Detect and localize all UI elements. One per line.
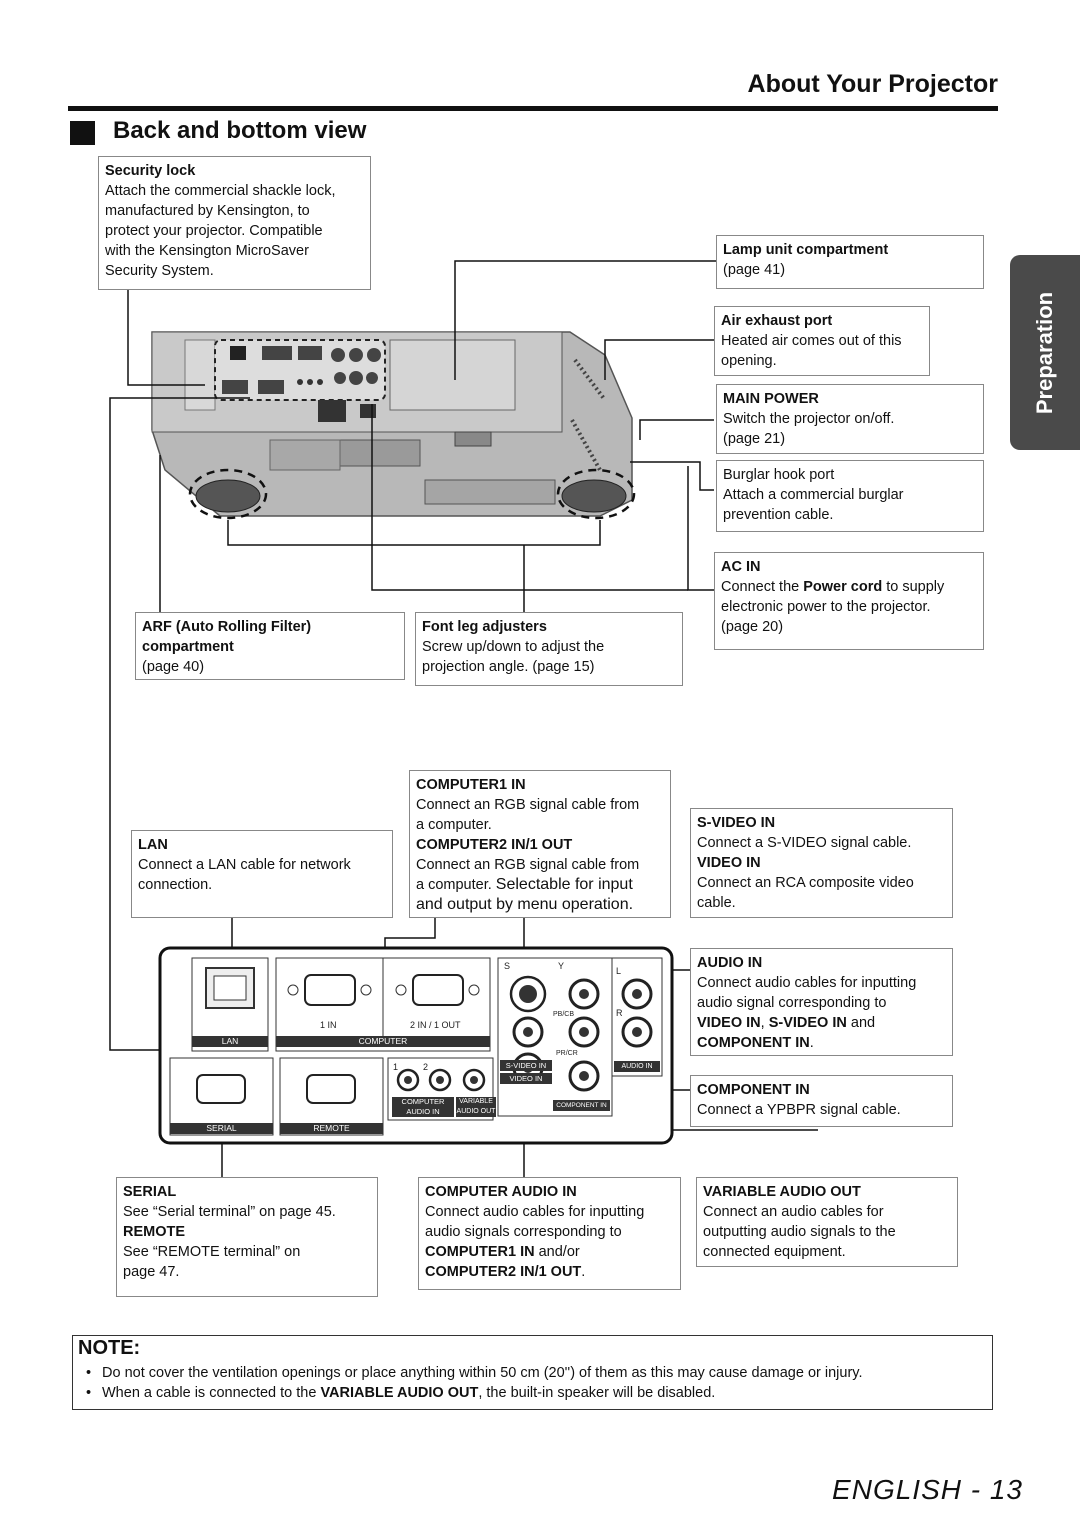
callout-font-leg: Font leg adjusters Screw up/down to adjust the projection angle. (page 15) xyxy=(415,612,683,686)
callout-component-in: COMPONENT IN Connect a YPBPR signal cable. xyxy=(690,1075,953,1127)
panel-bar-video: VIDEO IN xyxy=(500,1073,552,1084)
callout-burglar-hook: Burglar hook port Attach a commercial burglar prevention cable. xyxy=(716,460,984,532)
callout-lan: LAN Connect a LAN cable for network connection. xyxy=(131,830,393,918)
callout-main-power: MAIN POWER Switch the projector on/off. (page 21) xyxy=(716,384,984,454)
callout-ac-in: AC IN Connect the Power cord to supply electronic power to the projector. (page 20) xyxy=(714,552,984,650)
panel-bar-variable: VARIABLE AUDIO OUT xyxy=(456,1098,496,1115)
callout-audio-in: AUDIO IN Connect audio cables for inputting audio signal corresponding to VIDEO IN, S-VIDEO IN and COMPONENT IN. xyxy=(690,948,953,1056)
callout-computer-audio: COMPUTER AUDIO IN Connect audio cables for inputting audio signals corresponding to COMPUTER1 IN and/or COMPUTER2 IN/1 OUT. xyxy=(418,1177,681,1290)
note-title: NOTE: xyxy=(78,1337,141,1359)
panel-bar-computer: COMPUTER xyxy=(276,1036,490,1047)
panel-bar-serial: SERIAL xyxy=(170,1123,273,1134)
note-item: • Do not cover the ventilation openings or place anything within 50 cm (20'') of them as this may cause damage or injury. xyxy=(102,1365,862,1381)
callout-serial-remote: SERIAL See “Serial terminal” on page 45. REMOTE See “REMOTE terminal” on page 47. xyxy=(116,1177,378,1297)
panel-label-1: 1 xyxy=(393,1062,399,1072)
section-title: Back and bottom view xyxy=(113,117,367,144)
panel-label-y: Y xyxy=(558,961,565,971)
callout-lamp-unit: Lamp unit compartment (page 41) xyxy=(716,235,984,289)
panel-label-2in: 2 IN / 1 OUT xyxy=(410,1020,461,1030)
callout-variable-audio: VARIABLE AUDIO OUT Connect an audio cables for outputting audio signals to the connected equipment. xyxy=(696,1177,958,1267)
panel-bar-lan: LAN xyxy=(192,1036,268,1047)
projector-body xyxy=(152,332,634,518)
preparation-tab-label: Preparation xyxy=(1032,291,1057,414)
panel-bar-svideo: S-VIDEO IN xyxy=(500,1060,552,1071)
panel-bar-component: COMPONENT IN xyxy=(553,1100,610,1111)
page-header-title: About Your Projector xyxy=(747,70,998,98)
callout-computer: COMPUTER1 IN Connect an RGB signal cable from a computer. COMPUTER2 IN/1 OUT Connect an RGB signal cable from a computer. Selectable for input and output by menu operation. xyxy=(409,770,671,918)
panel-bar-audio-in: AUDIO IN xyxy=(614,1061,660,1072)
callout-security-lock: Security lock Attach the commercial shackle lock, manufactured by Kensington, to protect your projector. Compatible with the Kensington MicroSaver Security System. xyxy=(98,156,371,290)
panel-label-2: 2 xyxy=(423,1062,429,1072)
panel-label-prcr: PR/CR xyxy=(556,1050,578,1057)
panel-label-l: L xyxy=(616,966,622,976)
panel-bar-remote: REMOTE xyxy=(280,1123,383,1134)
note-item: • When a cable is connected to the VARIABLE AUDIO OUT, the built-in speaker will be disabled. xyxy=(102,1385,715,1401)
panel-bar-computer-audio: COMPUTER AUDIO IN xyxy=(392,1097,454,1117)
panel-label-s: S xyxy=(504,961,511,971)
callout-svideo: S-VIDEO IN Connect a S-VIDEO signal cable. VIDEO IN Connect an RCA composite video cable. xyxy=(690,808,953,918)
callout-air-exhaust: Air exhaust port Heated air comes out of this opening. xyxy=(714,306,930,376)
page-footer: ENGLISH - 13 xyxy=(832,1474,1023,1505)
panel-label-1in: 1 IN xyxy=(320,1020,337,1030)
callout-arf: ARF (Auto Rolling Filter) compartment (page 40) xyxy=(135,612,405,680)
panel-label-pbcb: PB/CB xyxy=(553,1011,575,1018)
panel-label-r: R xyxy=(616,1008,623,1018)
